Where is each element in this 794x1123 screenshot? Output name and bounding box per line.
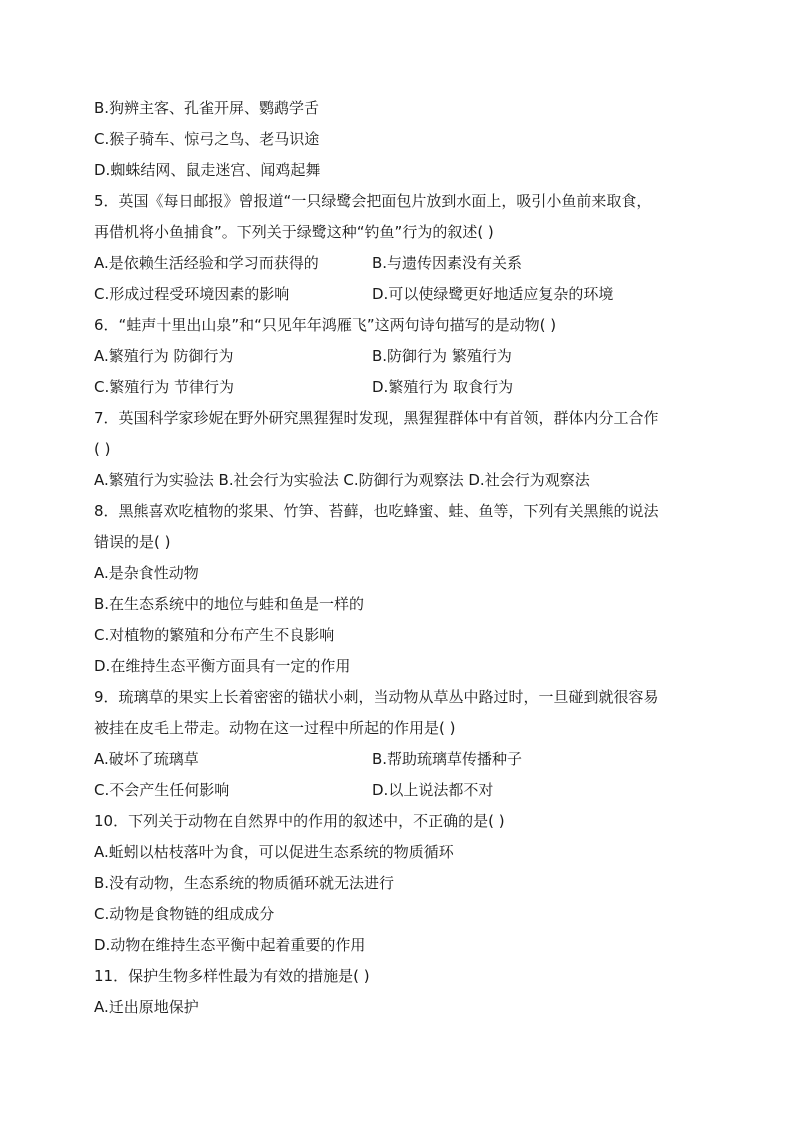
q8-option-a: A.是杂食性动物 <box>94 564 199 582</box>
q8-option-d: D.在维持生态平衡方面具有一定的作用 <box>94 657 351 675</box>
q10-option-b: B.没有动物，生态系统的物质循环就无法进行 <box>94 874 395 892</box>
q10-stem: 10．下列关于动物在自然界中的作用的叙述中，不正确的是( ) <box>94 812 505 830</box>
q9-option-c: C.不会产生任何影响 <box>94 781 230 799</box>
q8-option-b: B.在生态系统中的地位与蛙和鱼是一样的 <box>94 595 365 613</box>
q9-options-ab <box>94 744 704 775</box>
q4-option-d: D.蜘蛛结网、鼠走迷宫、闻鸡起舞 <box>94 161 321 179</box>
q8-stem-line1: 8．黑熊喜欢吃植物的浆果、竹笋、苔藓，也吃蜂蜜、蛙、鱼等，下列有关黑熊的说法 <box>94 502 659 520</box>
q9-stem-line2: 被挂在皮毛上带走。动物在这一过程中所起的作用是( ) <box>94 719 456 737</box>
q8-stem-line2: 错误的是( ) <box>94 533 171 551</box>
q7-options: A.繁殖行为实验法 B.社会行为实验法 C.防御行为观察法 D.社会行为观察法 <box>94 471 590 489</box>
q4-option-c: C.猴子骑车、惊弓之鸟、老马识途 <box>94 130 320 148</box>
q5-option-d: D.可以使绿鹭更好地适应复杂的环境 <box>372 285 614 303</box>
q7-stem-line2: ( ) <box>94 440 111 458</box>
q9-options-cd <box>94 775 704 806</box>
q11-stem: 11．保护生物多样性最为有效的措施是( ) <box>94 967 370 985</box>
q7-stem-line1: 7．英国科学家珍妮在野外研究黑猩猩时发现，黑猩猩群体中有首领，群体内分工合作 <box>94 409 659 427</box>
q11-option-a: A.迁出原地保护 <box>94 998 199 1016</box>
q4-option-b: B.狗辨主客、孔雀开屏、鹦鹉学舌 <box>94 99 320 117</box>
q10-option-d: D.动物在维持生态平衡中起着重要的作用 <box>94 936 366 954</box>
q5-options-cd <box>94 279 704 310</box>
q9-option-d: D.以上说法都不对 <box>372 781 494 799</box>
q5-option-a: A.是依赖生活经验和学习而获得的 <box>94 254 319 272</box>
q5-stem-line2: 再借机将小鱼捕食”。下列关于绿鹭这种“钓鱼”行为的叙述( ) <box>94 223 494 241</box>
q5-stem-line1: 5．英国《每日邮报》曾报道“一只绿鹭会把面包片放到水面上，吸引小鱼前来取食， <box>94 192 652 210</box>
q6-option-c: C.繁殖行为 节律行为 <box>94 378 235 396</box>
q9-stem-line1: 9．琉璃草的果实上长着密密的锚状小刺，当动物从草丛中路过时，一旦碰到就很容易 <box>94 688 659 706</box>
q6-options-ab <box>94 341 704 372</box>
q5-options-ab <box>94 248 704 279</box>
q6-option-b: B.防御行为 繁殖行为 <box>372 347 512 365</box>
q10-option-a: A.蚯蚓以枯枝落叶为食，可以促进生态系统的物质循环 <box>94 843 454 861</box>
q10-option-c: C.动物是食物链的组成成分 <box>94 905 275 923</box>
q6-option-a: A.繁殖行为 防御行为 <box>94 347 234 365</box>
q6-option-d: D.繁殖行为 取食行为 <box>372 378 514 396</box>
q5-option-b: B.与遗传因素没有关系 <box>372 254 523 272</box>
q9-option-a: A.破坏了琉璃草 <box>94 750 199 768</box>
q6-options-cd <box>94 372 704 403</box>
q5-option-c: C.形成过程受环境因素的影响 <box>94 285 290 303</box>
q6-stem: 6．“蛙声十里出山泉”和“只见年年鸿雁飞”这两句诗句描写的是动物( ) <box>94 316 557 334</box>
q9-option-b: B.帮助琉璃草传播种子 <box>372 750 523 768</box>
exam-content <box>94 93 704 1023</box>
q8-option-c: C.对植物的繁殖和分布产生不良影响 <box>94 626 335 644</box>
